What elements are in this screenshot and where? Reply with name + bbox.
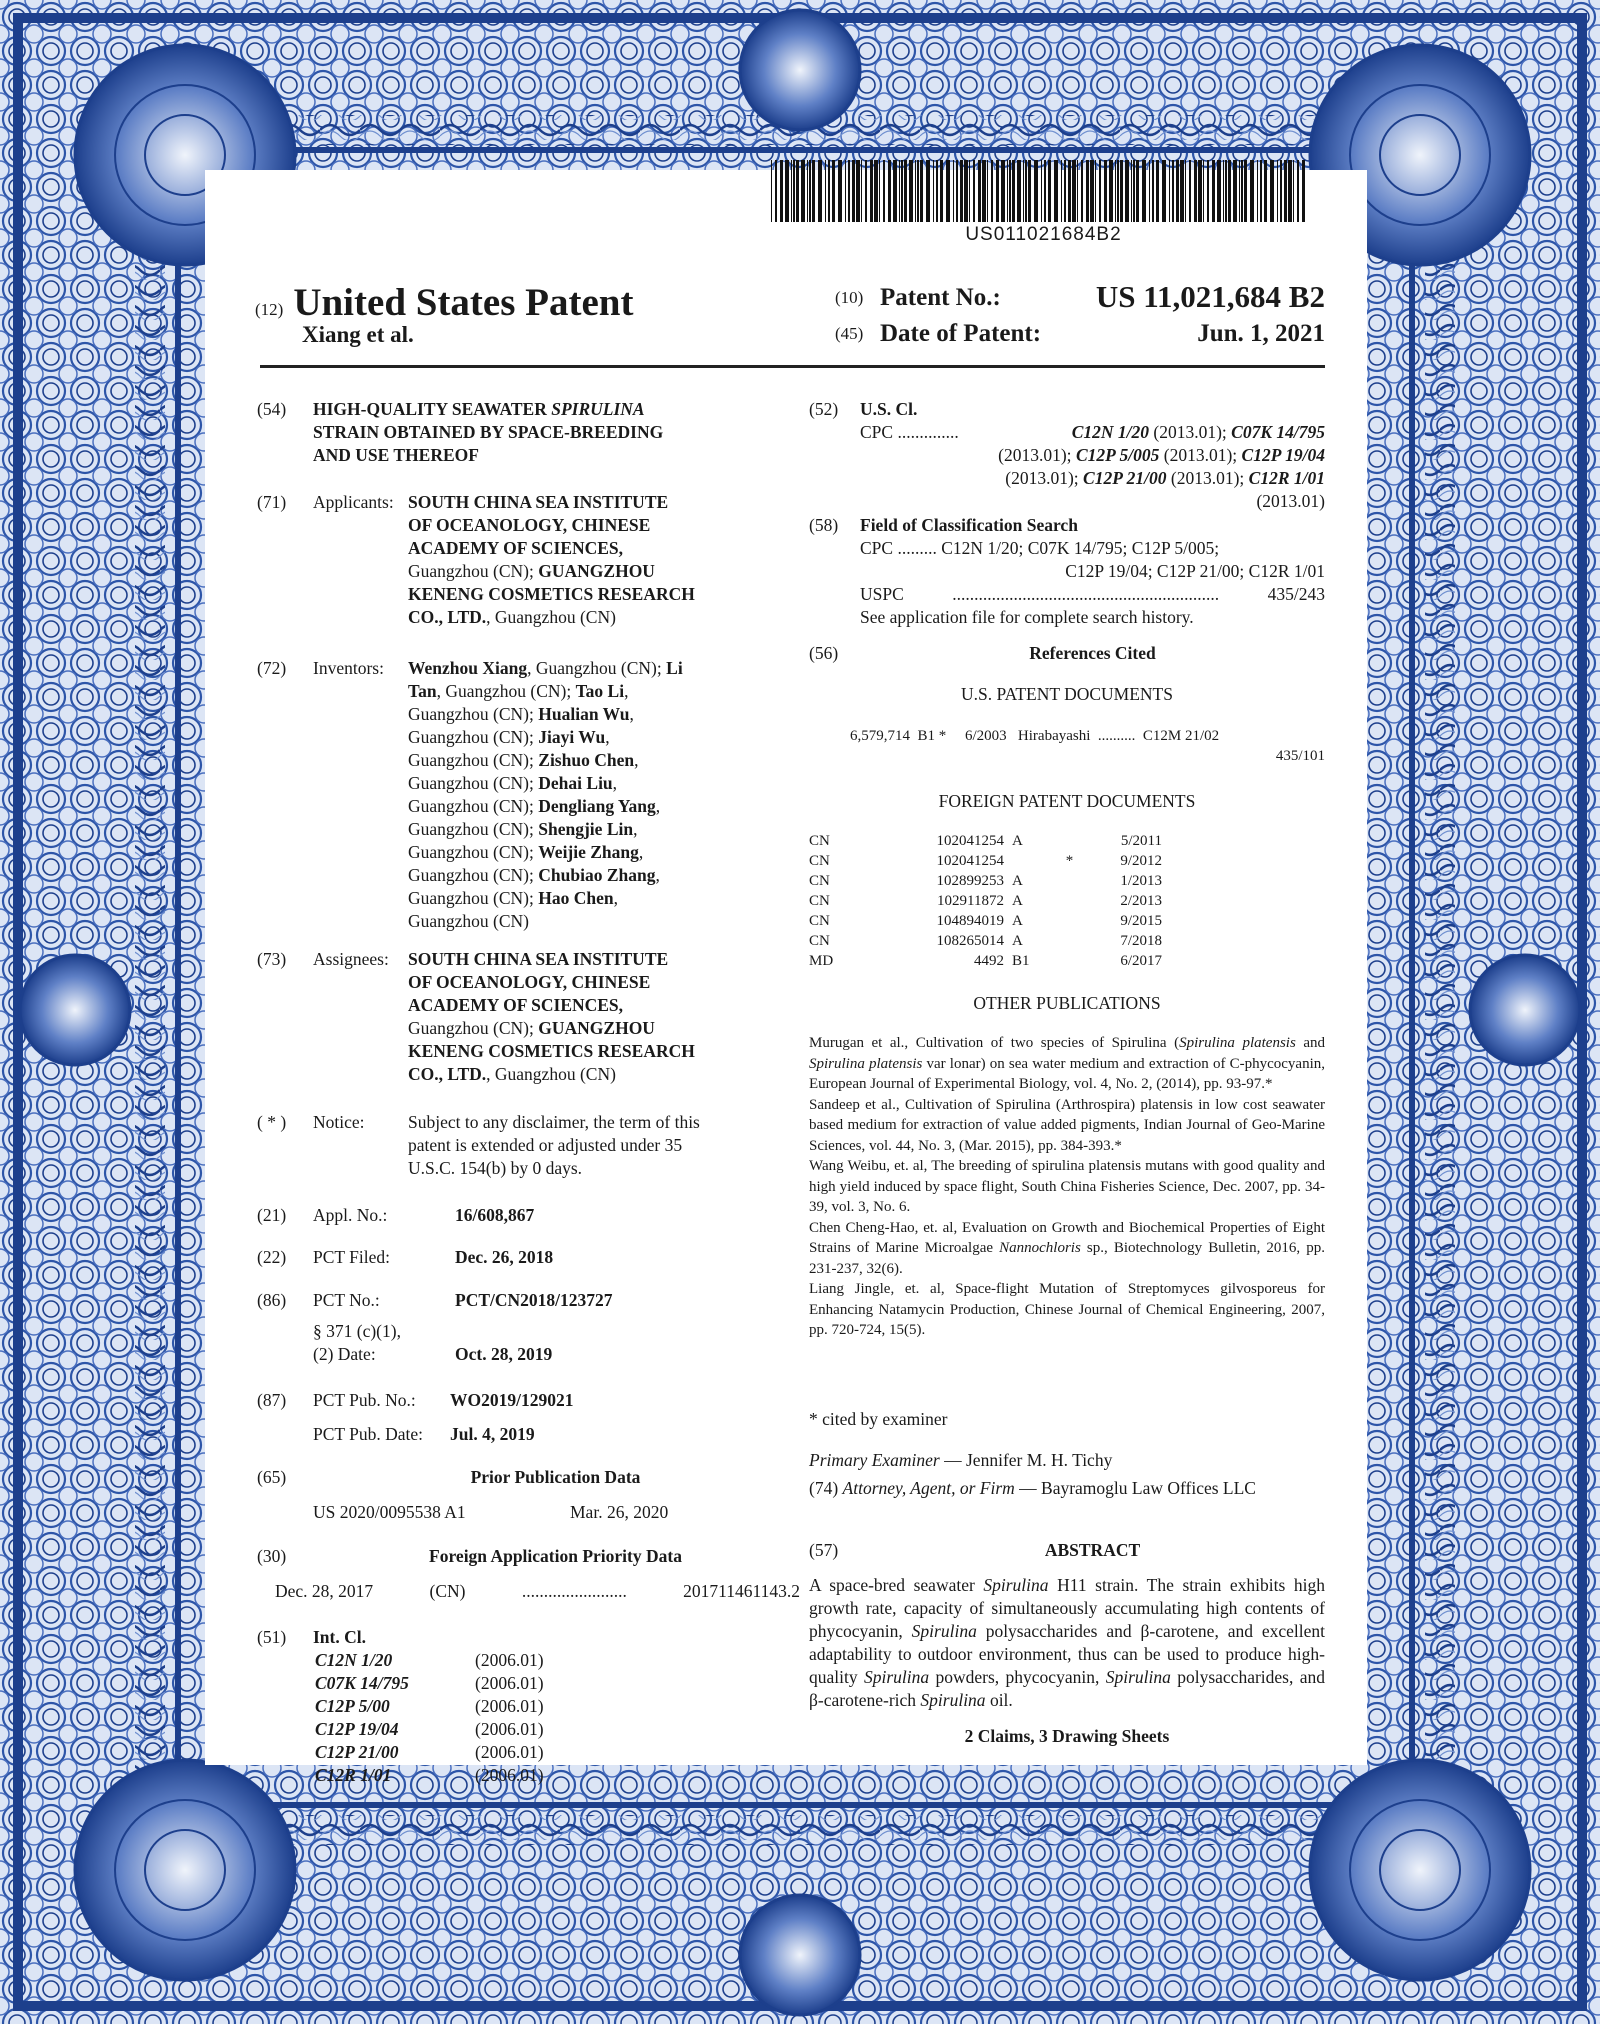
barcode-bar [1228,160,1231,222]
us-cl-label: U.S. Cl. [860,399,918,419]
int-cl-row: C12R 1/01 (2006.01) [315,1765,544,1785]
barcode-bar [1185,160,1186,222]
barcode-bar [926,160,930,222]
barcode-bar [1023,160,1024,222]
us-patent-documents-heading: U.S. PATENT DOCUMENTS [961,684,1173,704]
barcode-bar [953,160,954,222]
code-52: (52) [809,399,839,419]
code-86: (86) [257,1290,287,1310]
code-73: (73) [257,949,287,969]
code-56: (56) [809,643,839,663]
int-cl-row: C07K 14/795 (2006.01) [315,1673,544,1693]
barcode-bar [812,160,815,222]
barcode-bar [996,160,999,222]
barcode-bar [1233,160,1237,222]
barcode-bar [1068,160,1071,222]
barcode-bar [1125,160,1129,222]
barcode-bar [1198,160,1202,222]
code-54: (54) [257,399,287,419]
barcode-bar [936,160,938,222]
code-72: (72) [257,658,287,678]
code-22: (22) [257,1247,287,1267]
patent-document [205,170,1367,1785]
barcode-bar [852,160,855,222]
barcode-bar [917,160,919,222]
barcode-bar [1207,160,1209,222]
barcode-bar [933,160,934,222]
abstract-heading: ABSTRACT [1044,1540,1141,1560]
barcode-bar [1115,160,1116,222]
patent-number: US 11,021,684 B2 [1095,279,1325,314]
barcode-bar [1180,160,1184,222]
barcode-bar [845,160,846,222]
inventors [408,657,808,933]
barcode-bar [1302,160,1305,222]
foreign-priority-heading: Foreign Application Priority Data [429,1546,682,1566]
document-kind [255,280,633,325]
barcode-bar [1172,160,1174,222]
barcode-bar [1297,160,1299,222]
notice-text: Subject to any disclaimer, the term of this patent is extended or adjusted under 35 U.S.C. 154(b) by 0 days. [408,1112,700,1178]
header-rule [260,365,1325,368]
appl-no: 16/608,867 [455,1205,535,1225]
barcode-bar [1152,160,1154,222]
barcode [771,160,1316,222]
publication-5: Liang Jingle, et. al, Space-flight Mutation of Streptomyces gilvosporeus for Enhancing Natamycin Production, Chinese Journal of Chemical Engineering, 2007, pp. 720-724, 15(5). [809,1281,1325,1338]
int-cl-row: C12P 21/00 (2006.01) [315,1742,544,1762]
foreign-patent-row: CN 102041254 A 5/2011 [809,833,1162,849]
code-71: (71) [257,492,287,512]
foreign-patent-row: CN 104894019 A 9/2015 [809,913,1162,929]
barcode-bar [1054,160,1058,222]
code-30: (30) [257,1546,287,1566]
date-of-patent: Jun. 1, 2021 [1197,320,1325,347]
barcode-bar [883,160,885,222]
barcode-bar [1090,160,1094,222]
barcode-bar [1176,160,1179,222]
barcode-bar [1061,160,1062,222]
applicants-label: Applicants: [313,492,394,512]
inventor-line: Guangzhou (CN); Chubiao Zhang, [408,865,660,885]
foreign-patent-row: CN 102911872 A 2/2013 [809,893,1162,909]
date-of-patent-label: Date of Patent: [880,320,1042,347]
code-45: (45) [835,324,864,343]
abstract-text: A space-bred seawater Spirulina H11 strain. The strain exhibits high growth rate, capacity of simultaneously accumulating high contents of phycocyanin, Spirulina polysaccharides and β-carotene, and excellent adaptability to outdoor environment, thus can be used to produce high-quality Spirulina powders, phycocyanin, Spirulina polysaccharides, and β-carotene-rich Spirulina oil. [809,1575,1325,1710]
foreign-patent-row: CN 102899253 A 1/2013 [809,873,1162,889]
document-title: United States Patent [293,281,634,324]
barcode-bar [807,160,808,222]
barcode-bar [1007,160,1008,222]
field-of-search: CPC ......... C12N 1/20; C07K 14/795; C12P 5/005; C12P 19/04; C12P 21/00; C12R 1/01 USPC ............................................................. 435/243 See application file for complete search history. [860,538,1325,627]
barcode-bar [832,160,835,222]
int-cl-label: Int. Cl. [313,1627,366,1647]
patent-title: HIGH-QUALITY SEAWATER SPIRULINA STRAIN OBTAINED BY SPACE-BREEDING AND USE THEREOF [313,399,664,465]
s371-label: § 371 (c)(1), (2) Date: [313,1321,401,1364]
barcode-bar [1260,160,1262,222]
barcode-bar [1241,160,1243,222]
barcode-bar [915,160,916,222]
code-51: (51) [257,1627,287,1647]
barcode-bar [946,160,950,222]
prior-publication-heading: Prior Publication Data [470,1467,641,1487]
barcode-bar [1149,160,1150,222]
barcode-bar [865,160,867,222]
barcode-bar [960,160,963,222]
applicants: SOUTH CHINA SEA INSTITUTE OF OCEANOLOGY, CHINESE ACADEMY OF SCIENCES, Guangzhou (CN); GUANGZHOU KENENG COSMETICS RESEARCH CO., LTD., Guangzhou (CN) [408,492,695,627]
other-publications-heading: OTHER PUBLICATIONS [973,993,1161,1013]
barcode-bar [1025,160,1027,222]
barcode-bar [1239,160,1240,222]
barcode-bar [796,160,799,222]
cited-by-examiner: * cited by examiner [809,1409,948,1429]
barcode-bar [1136,160,1139,222]
barcode-bar [1012,160,1015,222]
barcode-bar [956,160,958,222]
barcode-bar [1001,160,1005,222]
barcode-bar [801,160,805,222]
barcode-bar [1223,160,1224,222]
assignees: SOUTH CHINA SEA INSTITUTE OF OCEANOLOGY, CHINESE ACADEMY OF SCIENCES, Guangzhou (CN); GUANGZHOU KENENG COSMETICS RESEARCH CO., LTD., Guangzhou (CN) [408,949,695,1084]
barcode-bar [838,160,842,222]
code-21: (21) [257,1205,287,1225]
inventor-line: Wenzhou Xiang, Guangzhou (CN); Li [408,658,683,678]
inventors-label: Inventors: [313,658,384,678]
inventor-line: Guangzhou (CN) [408,911,530,931]
inventor-line: Guangzhou (CN); Jiayi Wu, [408,727,610,747]
appl-no-label: Appl. No.: [313,1205,388,1225]
foreign-patent-row: CN 108265014 A 7/2018 [809,933,1162,949]
first-inventor: Xiang et al. [302,322,414,347]
pct-no: PCT/CN2018/123727 [455,1290,613,1310]
barcode-bar [1109,160,1113,222]
code-notice: ( * ) [257,1112,287,1132]
barcode-bar [1077,160,1078,222]
barcode-bar [1041,160,1042,222]
barcode-bar [785,160,789,222]
pct-pub-date-label: PCT Pub. Date: [313,1424,424,1444]
barcode-bar [991,160,993,222]
barcode-bar [1203,160,1204,222]
primary-examiner: Primary Examiner — Jennifer M. H. Tichy [809,1450,1113,1470]
barcode-bar [1169,160,1170,222]
barcode-bar [1264,160,1267,222]
barcode-bar [856,160,860,222]
barcode-bar [848,160,850,222]
claims-summary: 2 Claims, 3 Drawing Sheets [964,1726,1170,1746]
code-65: (65) [257,1467,287,1487]
inventor-line: Guangzhou (CN); Weijie Zhang, [408,842,644,862]
code-10: (10) [835,288,864,307]
barcode-bar [920,160,923,222]
inventor-line: Guangzhou (CN); Shengjie Lin, [408,819,638,839]
publication-3: Wang Weibu, et. al, The breeding of spirulina platensis mutans with good quality and high yield induced by space flight, South China Fisheries Science, Dec. 2007, pp. 34-39, vol. 3, No. 6. [809,1158,1325,1215]
prior-publication-number: US 2020/0095538 A1 [313,1502,466,1522]
barcode-bar [893,160,897,222]
barcode-bar [904,160,907,222]
publication-1: Murugan et al., Cultivation of two species of Spirulina (Spirulina platensis and Spirulina platensis var lonar) on sea water medium and extraction of C-phycocyanin, European Journal of Experimental Biology, vol. 4, No. 2, (2014), pp. 93-97.* [809,1035,1325,1092]
pct-filed: Dec. 26, 2018 [455,1247,554,1267]
barcode-bar [1212,160,1215,222]
barcode-bar [780,160,783,222]
foreign-priority-row: Dec. 28, 2017 (CN) ........................ 201711461143.2 [275,1581,800,1601]
barcode-bar [982,160,986,222]
pct-no-label: PCT No.: [313,1290,380,1310]
field-of-search-label: Field of Classification Search [860,515,1078,535]
barcode-bar [1217,160,1221,222]
barcode-bar [828,160,830,222]
barcode-bar [1028,160,1031,222]
code-87: (87) [257,1390,287,1410]
barcode-bar [825,160,826,222]
assignees-label: Assignees: [313,949,389,969]
barcode-bar [1284,160,1287,222]
pct-pub-no: WO2019/129021 [450,1390,574,1410]
barcode-bar [973,160,975,222]
barcode-bar [1009,160,1011,222]
barcode-bar [1072,160,1076,222]
barcode-number: US011021684B2 [965,224,1122,245]
barcode-bar [1099,160,1101,222]
barcode-bar [969,160,970,222]
barcode-bar [1280,160,1282,222]
other-publications [809,1033,1325,1341]
foreign-patent-documents-heading: FOREIGN PATENT DOCUMENTS [938,791,1196,811]
barcode-bar [809,160,811,222]
barcode-bar [1194,160,1197,222]
notice-label: Notice: [313,1112,365,1132]
code-58: (58) [809,515,839,535]
barcode-bar [1048,160,1051,222]
pct-pub-no-label: PCT Pub. No.: [313,1390,416,1410]
barcode-bar [818,160,822,222]
references-cited-heading: References Cited [1029,643,1156,663]
barcode-bar [1086,160,1089,222]
barcode-bar [1162,160,1166,222]
code-12: (12) [255,300,284,319]
int-cl-row: C12P 19/04 (2006.01) [315,1719,544,1739]
barcode-bar [1250,160,1254,222]
code-57: (57) [809,1540,839,1560]
barcode-bar [771,160,772,222]
barcode-bar [1017,160,1021,222]
barcode-bar [1081,160,1083,222]
barcode-bar [775,160,777,222]
barcode-bar [909,160,913,222]
barcode-bar [1034,160,1038,222]
pct-filed-label: PCT Filed: [313,1247,390,1267]
us-patent-reference: 6,579,714 B1 * 6/2003 Hirabayashi .......... C12M 21/02 435/101 [850,728,1325,764]
barcode-bar [1064,160,1066,222]
us-cl-text: CPC .............. C12N 1/20 (2013.01); C07K 14/795 (2013.01); C12P 5/005 (2013.01); C12P 19/04 (2013.01); C12P 21/00 (2013.01); C12R 1/01 (2013.01) [860,422,1325,511]
prior-publication-date: Mar. 26, 2020 [570,1502,669,1522]
barcode-bar [1257,160,1258,222]
barcode-bar [1095,160,1096,222]
barcode-bar [1270,160,1274,222]
barcode-bar [793,160,795,222]
foreign-patent-row: MD 4492 B1 6/2017 [809,953,1162,969]
int-cl-row: C12N 1/20 (2006.01) [315,1650,544,1670]
barcode-bar [901,160,903,222]
inventor-line: Guangzhou (CN); Hao Chen, [408,888,618,908]
barcode-bar [1244,160,1247,222]
barcode-bar [1044,160,1046,222]
barcode-bar [1288,160,1292,222]
barcode-bar [1189,160,1191,222]
inventor-line: Tan, Guangzhou (CN); Tao Li, [408,681,629,701]
int-cl-row: C12P 5/00 (2006.01) [315,1696,544,1716]
inventor-line: Guangzhou (CN); Hualian Wu, [408,704,634,724]
barcode-bar [987,160,988,222]
patent-no-label: Patent No.: [880,284,1001,311]
barcode-bar [1133,160,1135,222]
barcode-bar [1120,160,1123,222]
barcode-bar [861,160,862,222]
foreign-patent-table [809,831,1189,971]
barcode-bar [1277,160,1278,222]
barcode-bar [940,160,943,222]
barcode-bar [1117,160,1119,222]
barcode-bar [1225,160,1227,222]
publication-2: Sandeep et al., Cultivation of Spirulina (Arthrospira) platensis in low cost seawater based medium for extraction of value added pigments, Indian Journal of Geo-Marine Sciences, vol. 44, No. 3, (Mar. 2015), pp. 384-393.* [809,1096,1325,1154]
inventor-line: Guangzhou (CN); Dehai Liu, [408,773,618,793]
inventor-line: Guangzhou (CN); Zishuo Chen, [408,750,639,770]
barcode-bar [870,160,873,222]
barcode-bar [879,160,880,222]
barcode-bar [1104,160,1107,222]
foreign-patent-row: CN 102041254 * 9/2012 [809,853,1162,869]
barcode-bar [1142,160,1146,222]
barcode-bar [1131,160,1132,222]
barcode-bar [1293,160,1294,222]
barcode-bar [1156,160,1159,222]
barcode-bar [888,160,891,222]
inventor-line: Guangzhou (CN); Dengliang Yang, [408,796,661,816]
barcode-bar [964,160,968,222]
barcode-bar [791,160,792,222]
s371-date: Oct. 28, 2019 [455,1344,553,1364]
barcode-bar [978,160,981,222]
publication-4: Chen Cheng-Hao, et. al, Evaluation on Growth and Biochemical Properties of Eight Strains of Marine Microalgae Nannochloris sp., Biotechnology Bulletin, 2016, pp. 231-237, 32(6). [809,1219,1325,1277]
pct-pub-date: Jul. 4, 2019 [450,1424,535,1444]
attorney: (74) Attorney, Agent, or Firm — Bayramoglu Law Offices LLC [809,1478,1256,1498]
barcode-bar [899,160,900,222]
int-cl-table [313,1649,633,1787]
barcode-bar [874,160,878,222]
